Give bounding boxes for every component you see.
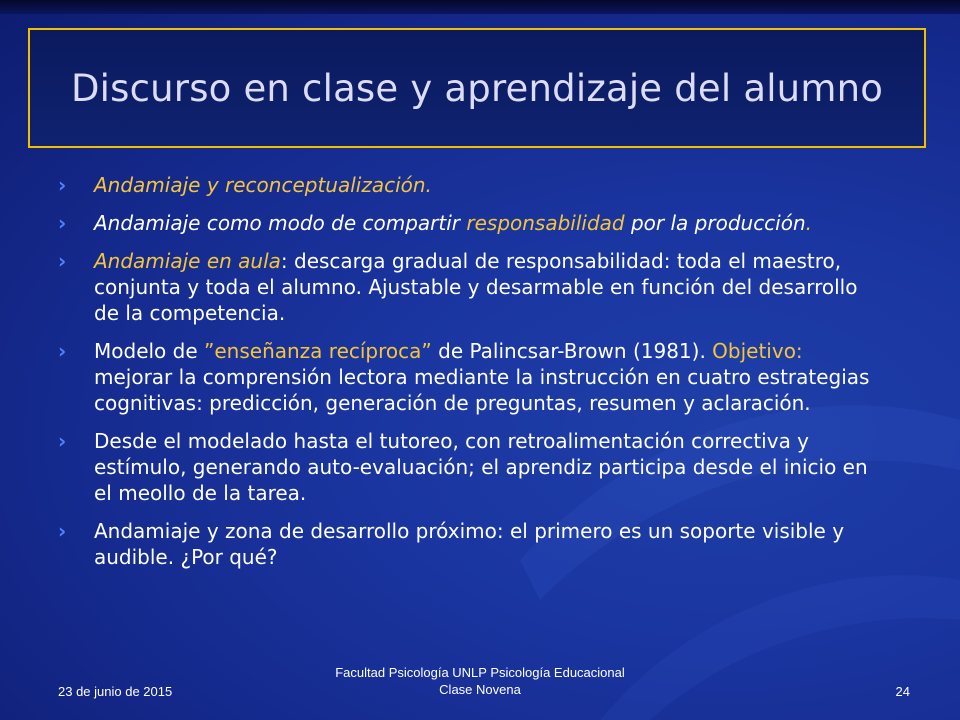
chevron-right-icon: ›	[58, 519, 67, 543]
bullet-text: Desde el modelado hasta el tutoreo, con retroalimentación correctiva y estímulo, generando auto-evaluación; el aprendiz participa desde el inicio en el meollo de la tarea.	[94, 429, 868, 505]
title-box	[28, 28, 926, 148]
bullet-item	[58, 172, 878, 198]
highlight-text: Objetivo:	[712, 339, 803, 363]
bullet-item	[58, 210, 878, 236]
bullet-item	[58, 518, 878, 570]
bullet-item	[58, 428, 878, 506]
bullet-text: por la producción	[624, 211, 806, 235]
page-number: 24	[895, 684, 910, 699]
chevron-right-icon: ›	[58, 429, 67, 453]
highlight-text: Andamiaje en aula	[94, 249, 281, 273]
slide-title: Discurso en clase y aprendizaje del alumno	[70, 66, 884, 110]
bullet-text: de Palincsar-Brown (1981).	[431, 339, 713, 363]
highlight-text: responsabilidad	[466, 211, 625, 235]
chevron-right-icon: ›	[58, 249, 67, 273]
bullet-item	[58, 248, 878, 326]
bullet-text: Andamiaje como modo de compartir	[94, 211, 467, 235]
footer-class: Clase Novena	[439, 682, 521, 697]
highlight-text: ”enseñanza recíproca”	[204, 339, 432, 363]
footer-center	[280, 664, 680, 698]
bullet-text: : descarga gradual de responsabilidad: toda el maestro, conjunta y toda el alumno. Ajustable y desarmable en función del desarrollo de la competencia.	[94, 249, 858, 325]
highlight-text: .	[805, 211, 813, 235]
chevron-right-icon: ›	[58, 173, 67, 197]
bullet-text: Modelo de	[94, 339, 204, 363]
top-band	[0, 0, 960, 14]
bullet-list	[58, 172, 878, 582]
footer-institution: Facultad Psicología UNLP Psicología Educacional	[335, 665, 625, 680]
bullet-text: Andamiaje y reconceptualización.	[94, 173, 432, 197]
bullet-text: Andamiaje y zona de desarrollo próximo: el primero es un soporte visible y audible. ¿Por qué?	[94, 519, 845, 569]
bullet-item	[58, 338, 878, 416]
chevron-right-icon: ›	[58, 211, 67, 235]
footer-date: 23 de junio de 2015	[58, 684, 173, 699]
chevron-right-icon: ›	[58, 339, 67, 363]
bullet-text: mejorar la comprensión lectora mediante la instrucción en cuatro estrategias cognitivas: predicción, generación de preguntas, resumen y aclaración.	[94, 365, 870, 415]
